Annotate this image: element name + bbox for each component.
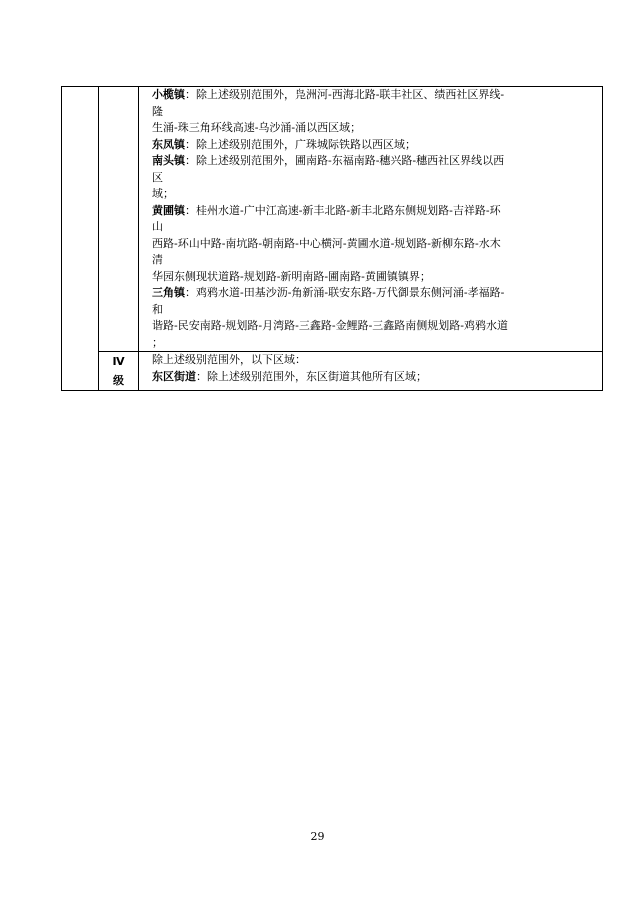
land-level-table [61, 86, 603, 391]
table-row [62, 352, 603, 391]
entry-line [152, 104, 596, 121]
level-cell [99, 87, 139, 352]
entry-line [152, 335, 596, 352]
town-separator: ： [196, 369, 207, 383]
intro-text: 除上述级别范围外，以下区域： [152, 353, 306, 366]
entry-line [152, 252, 596, 269]
level-numeral: Ⅳ [112, 355, 125, 368]
zone-entries [139, 87, 602, 351]
line-text: 鸡鸦水道-田基沙沥-角新涌-联安东路-万代御景东侧河涌-孝福路- [196, 286, 505, 299]
table-row [62, 87, 603, 352]
town-name: 东区街道 [152, 369, 196, 383]
line-text: 域； [152, 187, 174, 200]
zone-description-cell [139, 352, 603, 391]
line-text: 除上述级别范围外，广珠城际铁路以西区域； [196, 137, 416, 151]
line-text: 区 [152, 170, 163, 184]
town-separator: ： [185, 203, 196, 217]
town-separator: ： [185, 286, 196, 299]
zone-entry [152, 87, 596, 137]
zone-entry [152, 203, 596, 286]
level-suffix: 级 [113, 374, 124, 387]
line-text: 除上述级别范围外，圃南路-东福南路-穗兴路-穗西社区界线以西 [196, 154, 505, 167]
entry-line [152, 153, 596, 170]
entry-line [152, 302, 596, 319]
line-text: ； [152, 335, 163, 349]
entry-line [152, 219, 596, 236]
category-cell [62, 87, 99, 391]
page-number: 29 [310, 830, 325, 843]
line-text: 清 [152, 253, 163, 266]
entry-line [152, 120, 596, 137]
entry-line [152, 236, 596, 253]
line-text: 谐路-民安南路-规划路-月湾路-三鑫路-金鲤路-三鑫路南侧规划路-鸡鸦水道 [152, 319, 509, 332]
zone-entry-list [152, 369, 596, 386]
town-name: 黄圃镇 [152, 203, 185, 217]
line-text: 隆 [152, 104, 163, 118]
entry-line [152, 203, 596, 220]
line-text: 桂州水道-广中江高速-新丰北路-新丰北路东侧规划路-吉祥路-环 [196, 203, 501, 217]
line-text: 西路-环山中路-南坑路-朝南路-中心横河-黄圃水道-规划路-新柳东路-水木 [152, 236, 501, 250]
zone-entry [152, 285, 596, 351]
entry-line [152, 269, 596, 286]
entry-line [152, 285, 596, 302]
entry-line [152, 369, 596, 386]
town-name: 小榄镇 [152, 88, 185, 101]
zone-entry [152, 137, 596, 154]
entry-line [152, 318, 596, 335]
town-name: 东凤镇 [152, 137, 185, 151]
line-text: 除上述级别范围外，东区街道其他所有区域； [207, 369, 427, 383]
line-text: 和 [152, 302, 163, 316]
entry-line [152, 87, 596, 104]
zone-description-cell [139, 87, 603, 352]
town-separator: ： [185, 154, 196, 167]
town-name: 三角镇 [152, 286, 185, 299]
line-text: 除上述级别范围外，凫洲河-西海北路-联丰社区、绩西社区界线- [196, 88, 505, 101]
line-text: 生涌-珠三角环线高速-乌沙涌-涌以西区域； [152, 121, 362, 134]
level-cell [99, 352, 139, 391]
town-separator: ： [185, 88, 196, 101]
town-separator: ： [185, 137, 196, 151]
zone-entries [139, 352, 602, 385]
line-text: 华园东侧现状道路-规划路-新明南路-圃南路-黄圃镇镇界； [152, 269, 431, 283]
entry-line [152, 137, 596, 154]
zone-entry [152, 369, 596, 386]
entry-line [152, 170, 596, 187]
zone-entry [152, 153, 596, 203]
town-name: 南头镇 [152, 154, 185, 167]
entry-line [152, 186, 596, 203]
line-text: 山 [152, 220, 163, 233]
